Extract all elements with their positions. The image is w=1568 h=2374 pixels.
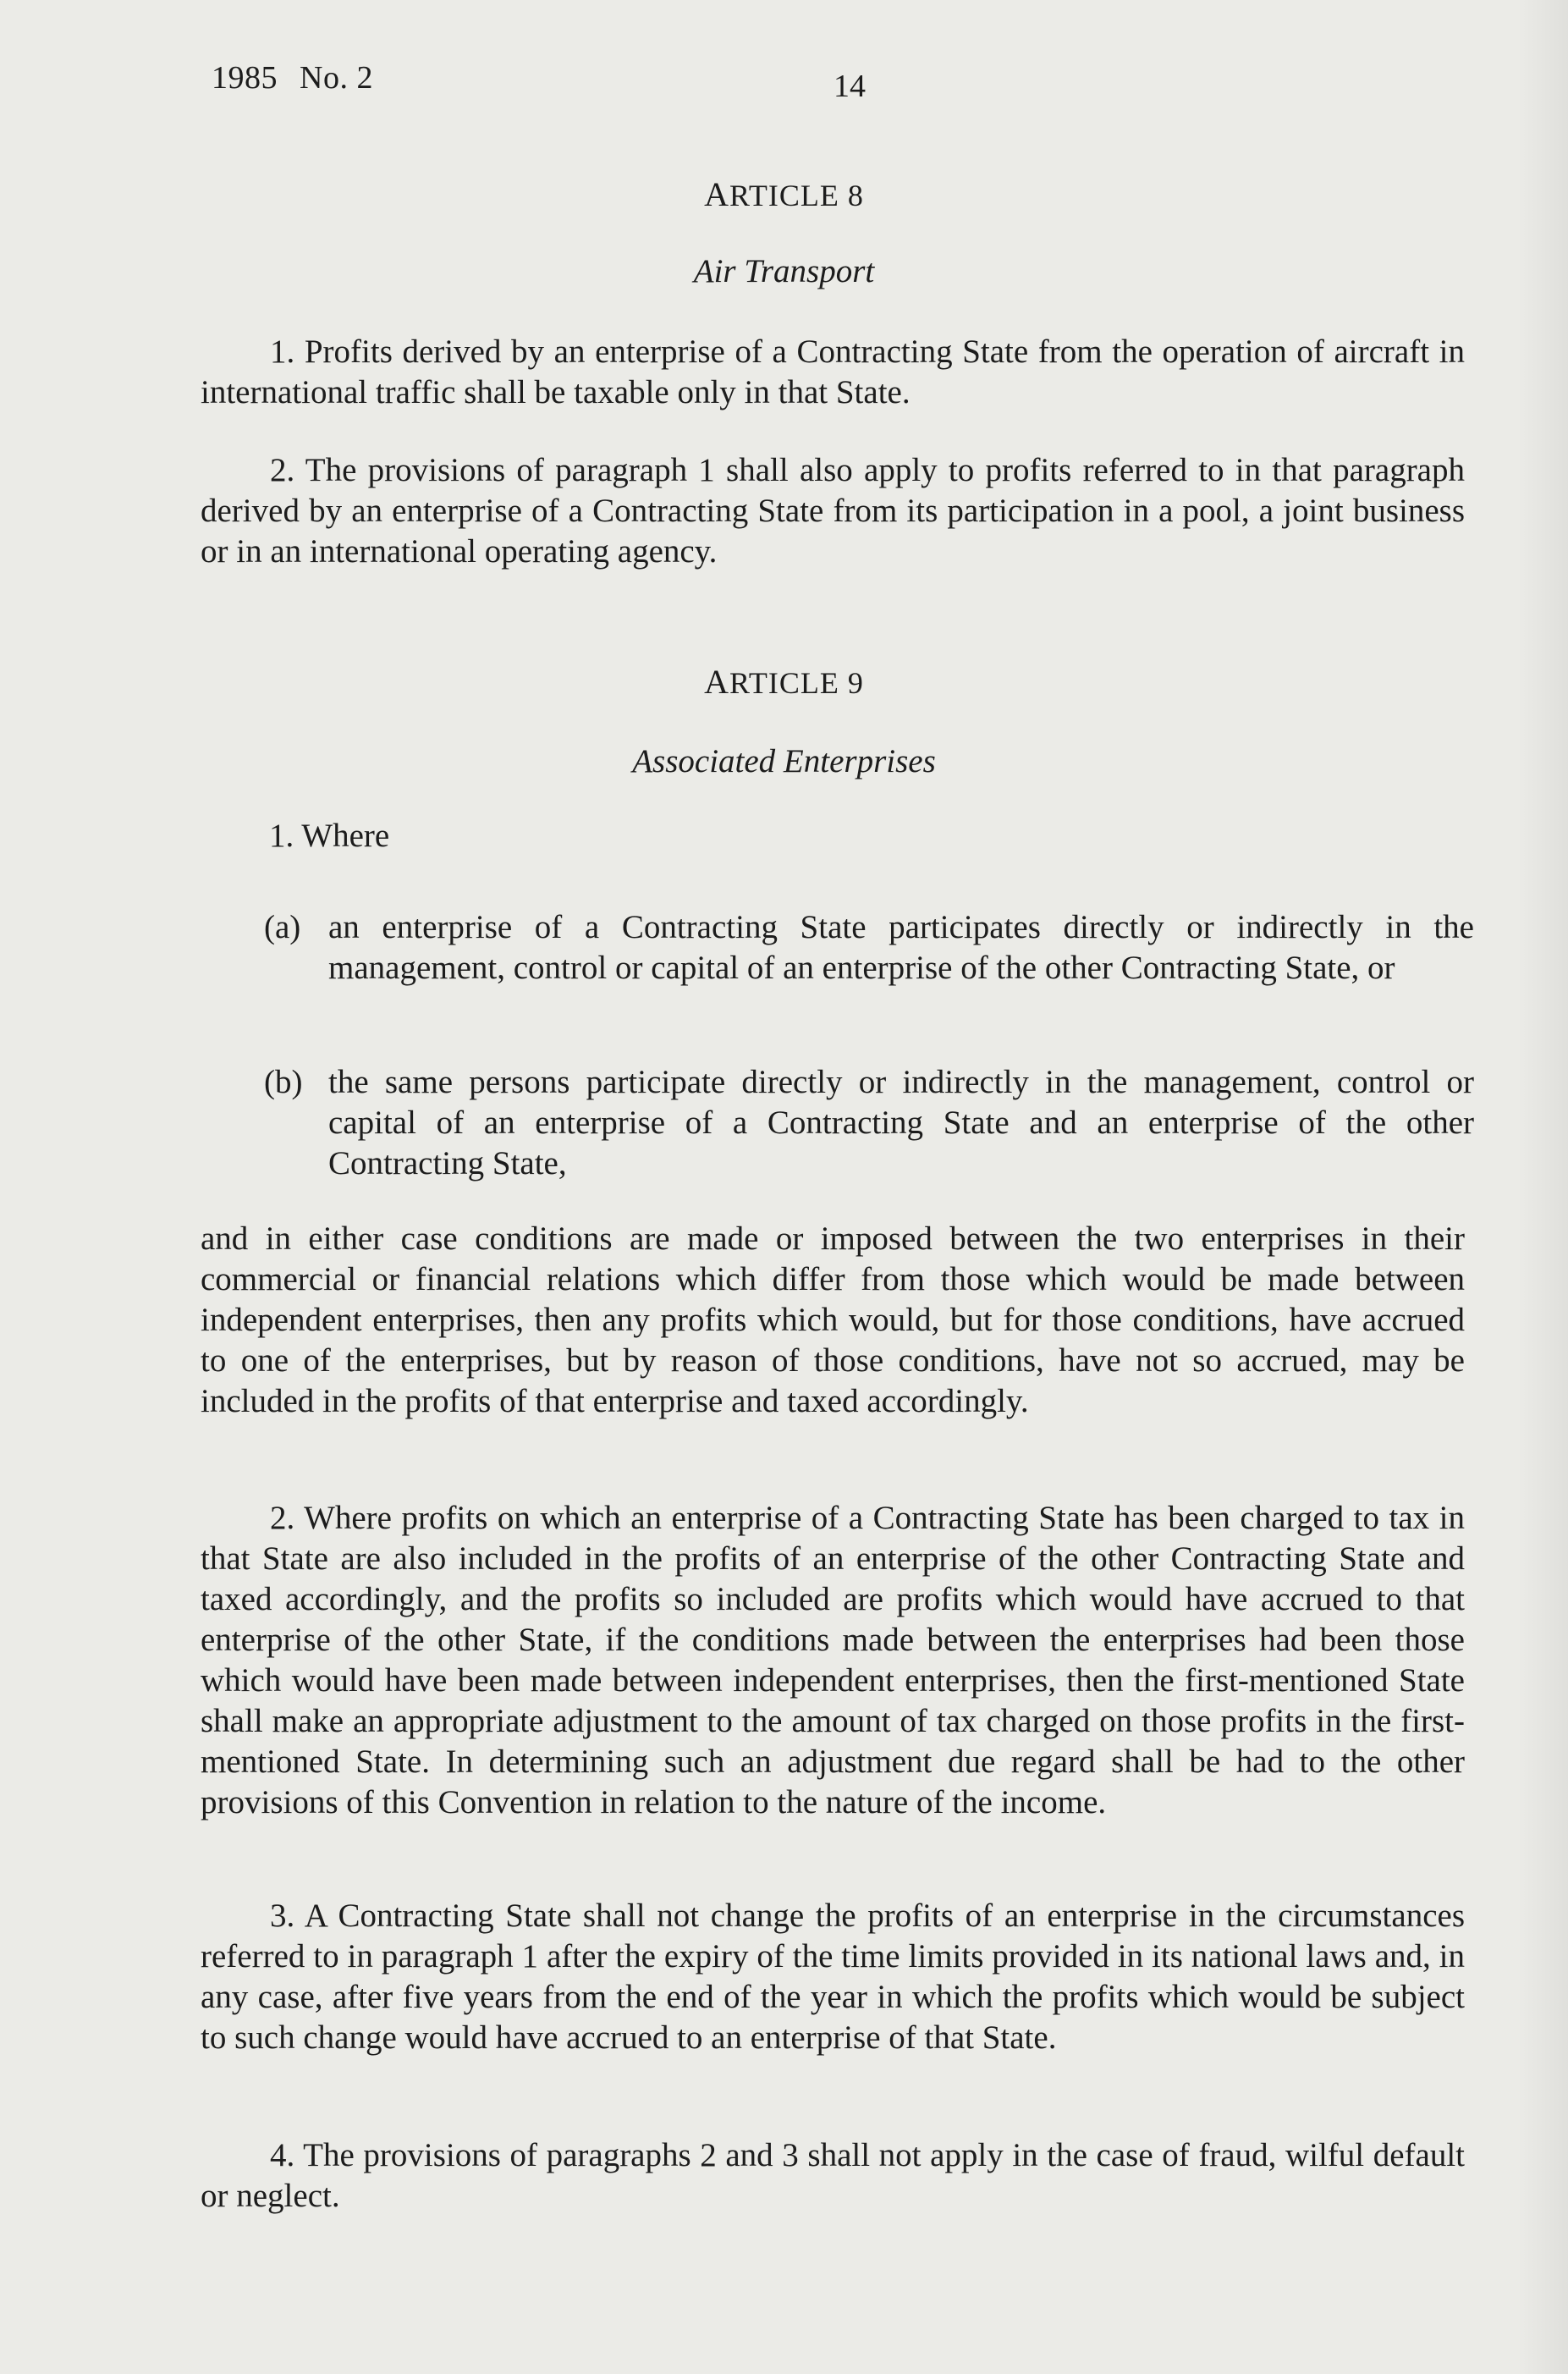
item-label: (b) (264, 1064, 303, 1100)
article-9-where-label: 1. Where (269, 818, 390, 854)
page-header (212, 59, 373, 96)
page-edge-shadow (1517, 0, 1568, 2374)
article-8-title-initial: A (704, 175, 730, 213)
article-9-item-a (264, 907, 1474, 989)
article-8-title (0, 174, 1568, 214)
article-9-title (0, 662, 1568, 702)
page-number: 14 (834, 69, 866, 104)
paragraph-text: and in either case conditions are made or imposed between the two enterprises in their commercial or financial relations which differ from those which would be made between independent enterprises, then any profits which would, but for those conditions, have accrued to one of the enterprises, but by reason of those conditions, have not so accrued, may be included in the profits of that enterprise and taxed accordingly. (201, 1220, 1465, 1419)
article-9-subtitle: Associated Enterprises (632, 743, 936, 779)
paragraph-text: 4. The provisions of paragraphs 2 and 3 shall not apply in the case of fraud, wilful default or neglect. (201, 2137, 1465, 2214)
article-8-paragraph-2 (201, 450, 1465, 572)
article-9-item-b (264, 1062, 1474, 1184)
paragraph-text: 2. Where profits on which an enterprise of a Contracting State has been charged to tax in that State are also included in the profits of an enterprise of the other Contracting State and taxed accordingly, and the profits so included are profits which would have accrued to that enterprise of the other State, if the conditions made between the enterprises had been those which would have been made between independent enterprises, then the first-mentioned State shall make an appropriate adjustment to the amount of tax charged on those profits in the first-mentioned State. In determining such an adjustment due regard shall be had to the other provisions of this Convention in relation to the nature of the income. (201, 1500, 1465, 1820)
article-8-paragraph-1 (201, 332, 1465, 413)
item-text: an enterprise of a Contracting State participates directly or indirectly in the management, control or capital of an enterprise of the other Contracting State, or (328, 909, 1474, 986)
article-9-paragraph-4 (201, 2135, 1465, 2217)
header-year: 1985 (212, 60, 278, 96)
article-8-title-rest: RTICLE 8 (729, 179, 864, 212)
item-text: the same persons participate directly or indirectly in the management, control or capital of an enterprise of a Contracting State and an enterprise of the other Contracting State, (328, 1064, 1474, 1181)
article-9-paragraph-2 (201, 1498, 1465, 1823)
article-9-continuation (201, 1219, 1465, 1422)
item-label: (a) (264, 909, 301, 945)
article-9-title-rest: RTICLE 9 (729, 666, 864, 700)
paragraph-text: 3. A Contracting State shall not change the profits of an enterprise in the circumstances referred to in paragraph 1 after the expiry of the time limits provided in its national laws and, in any case, after five years from the end of the year in which the profits which would be subject to such change would have accrued to an enterprise of that State. (201, 1898, 1465, 2056)
article-8-subtitle: Air Transport (693, 253, 875, 289)
article-9-paragraph-3 (201, 1896, 1465, 2058)
paragraph-text: 2. The provisions of paragraph 1 shall also apply to profits referred to in that paragraph derived by an enterprise of a Contracting State from its participation in a pool, a joint business or in an international operating agency. (201, 452, 1465, 570)
header-number: No. 2 (300, 60, 373, 96)
paragraph-text: 1. Profits derived by an enterprise of a Contracting State from the operation of aircraft in international traffic shall be taxable only in that State. (201, 333, 1465, 410)
article-9-title-initial: A (704, 663, 730, 701)
